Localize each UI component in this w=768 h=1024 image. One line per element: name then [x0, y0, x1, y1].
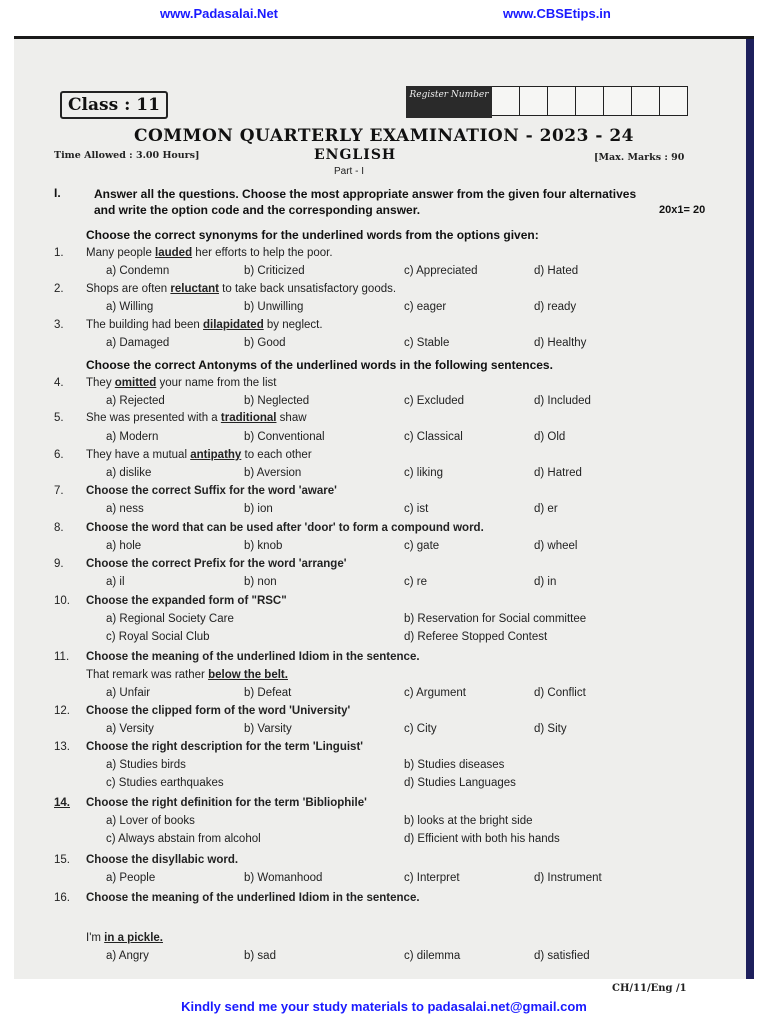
answer-option: d) Included — [534, 395, 591, 407]
antonyms-instruction: Choose the correct Antonyms of the underlined words in the following sentences. — [86, 358, 553, 372]
question-text-pre: Shops are often — [86, 283, 171, 295]
register-cell — [660, 86, 688, 116]
answer-option: d) Old — [534, 431, 566, 443]
register-cell — [604, 86, 632, 116]
question-text — [86, 377, 276, 389]
answer-option: c) liking — [404, 467, 443, 479]
answer-option: d) Hatred — [534, 467, 582, 479]
answer-option: a) Rejected — [106, 395, 165, 407]
answer-option: a) Studies birds — [106, 759, 186, 771]
answer-option: c) Studies earthquakes — [106, 777, 224, 789]
question-text-post: her efforts to help the poor. — [192, 247, 333, 259]
question-number: 12. — [54, 705, 70, 717]
register-cell — [576, 86, 604, 116]
idiom-sentence-text — [86, 932, 163, 944]
answer-option: b) sad — [244, 950, 276, 962]
question-text: Choose the correct Prefix for the word 'arrange' — [86, 558, 347, 570]
part-label: Part - I — [334, 166, 365, 177]
question-text — [86, 412, 307, 424]
answer-option: c) dilemma — [404, 950, 461, 962]
underlined-idiom: below the belt. — [208, 669, 288, 681]
page-code: CH/11/Eng /1 — [612, 983, 687, 994]
register-label: Register Number — [406, 86, 492, 118]
question-number: 9. — [54, 558, 64, 570]
question-number: 13. — [54, 741, 70, 753]
answer-option: b) knob — [244, 540, 283, 552]
answer-option: d) Healthy — [534, 337, 587, 349]
answer-option: a) hole — [106, 540, 142, 552]
synonyms-instruction: Choose the correct synonyms for the underlined words from the options given: — [86, 228, 539, 242]
underlined-word: reluctant — [170, 283, 219, 295]
answer-option: b) Good — [244, 337, 286, 349]
sentence-pre: That remark was rather — [86, 669, 209, 681]
answer-option: c) re — [404, 576, 427, 588]
question-number: 7. — [54, 485, 64, 497]
answer-option: a) People — [106, 872, 156, 884]
answer-option: d) wheel — [534, 540, 578, 552]
answer-option: b) ion — [244, 503, 273, 515]
question-text — [86, 247, 333, 259]
answer-option: a) Versity — [106, 723, 154, 735]
question-text-post: to each other — [241, 449, 312, 461]
register-number-box — [406, 86, 688, 118]
question-text — [86, 449, 312, 461]
question-text: Choose the right definition for the term 'Bibliophile' — [86, 797, 367, 809]
question-text: Choose the disyllabic word. — [86, 854, 239, 866]
answer-option: b) non — [244, 576, 277, 588]
question-text-post: your name from the list — [156, 377, 277, 389]
question-text-post: to take back unsatisfactory goods. — [218, 283, 397, 295]
answer-option: c) eager — [404, 301, 447, 313]
question-number: 1. — [54, 247, 64, 259]
question-number: 11. — [54, 651, 70, 663]
answer-option: d) Hated — [534, 265, 579, 277]
question-text — [86, 319, 323, 331]
section-marks: 20x1= 20 — [659, 204, 706, 216]
question-text: Choose the correct Suffix for the word 'aware' — [86, 485, 337, 497]
sentence-pre: I'm — [86, 932, 105, 944]
answer-option: a) dislike — [106, 467, 152, 479]
answer-option: c) Stable — [404, 337, 450, 349]
idiom-sentence-text — [86, 669, 288, 681]
question-text: Choose the clipped form of the word 'University' — [86, 705, 351, 717]
question-number: 5. — [54, 412, 64, 424]
underlined-word: dilapidated — [203, 319, 264, 331]
answer-option: d) Referee Stopped Contest — [404, 631, 548, 643]
question-text-pre: They have a mutual — [86, 449, 191, 461]
answer-option: c) Excluded — [404, 395, 465, 407]
question-number: 2. — [54, 283, 64, 295]
answer-option: d) er — [534, 503, 558, 515]
question-text-pre: Many people — [86, 247, 156, 259]
answer-option: b) Neglected — [244, 395, 310, 407]
answer-option: b) Varsity — [244, 723, 292, 735]
answer-option: d) Studies Languages — [404, 777, 516, 789]
answer-option: a) Angry — [106, 950, 149, 962]
answer-option: c) Argument — [404, 687, 466, 699]
underlined-word: omitted — [114, 377, 157, 389]
question-text — [86, 283, 396, 295]
paper-edge — [746, 39, 754, 979]
answer-option: d) Sity — [534, 723, 567, 735]
answer-option: a) Modern — [106, 431, 159, 443]
section-number: I. — [54, 186, 61, 200]
question-text-post: by neglect. — [263, 319, 323, 331]
answer-option: d) in — [534, 576, 557, 588]
class-label: Class : 11 — [60, 91, 168, 119]
footer-note: Kindly send me your study materials to padasalai.net@gmail.com — [181, 999, 587, 1014]
answer-option: a) Damaged — [106, 337, 170, 349]
answer-option: c) gate — [404, 540, 440, 552]
answer-option: b) looks at the bright side — [404, 815, 533, 827]
answer-option: d) Efficient with both his hands — [404, 833, 560, 845]
answer-option: a) ness — [106, 503, 144, 515]
underlined-word: antipathy — [190, 449, 242, 461]
register-cell — [632, 86, 660, 116]
question-number: 15. — [54, 854, 70, 866]
question-text: Choose the word that can be used after 'door' to form a compound word. — [86, 522, 484, 534]
answer-option: d) Conflict — [534, 687, 586, 699]
subject-title: ENGLISH — [314, 147, 397, 163]
answer-option: b) Reservation for Social committee — [404, 613, 587, 625]
question-text-post: shaw — [276, 412, 307, 424]
question-text-pre: The building had been — [86, 319, 204, 331]
answer-option: d) Instrument — [534, 872, 602, 884]
answer-option: c) ist — [404, 503, 429, 515]
answer-option: d) satisfied — [534, 950, 590, 962]
exam-title: COMMON QUARTERLY EXAMINATION - 2023 - 24 — [133, 126, 635, 146]
answer-option: b) Studies diseases — [404, 759, 505, 771]
answer-option: c) City — [404, 723, 437, 735]
register-cell — [492, 86, 520, 116]
question-number: 3. — [54, 319, 64, 331]
question-number: 6. — [54, 449, 64, 461]
answer-option: a) Unfair — [106, 687, 151, 699]
answer-option: b) Womanhood — [244, 872, 323, 884]
question-number: 10. — [54, 595, 70, 607]
register-cell — [520, 86, 548, 116]
answer-option: c) Appreciated — [404, 265, 478, 277]
answer-option: c) Classical — [404, 431, 463, 443]
answer-option: a) il — [106, 576, 125, 588]
question-text: Choose the meaning of the underlined Idiom in the sentence. — [86, 651, 420, 663]
answer-option: a) Condemn — [106, 265, 170, 277]
underlined-word: lauded — [155, 247, 193, 259]
underlined-idiom: in a pickle. — [104, 932, 163, 944]
answer-option: b) Aversion — [244, 467, 302, 479]
exam-paper — [14, 36, 754, 994]
question-text: Choose the meaning of the underlined Idiom in the sentence. — [86, 892, 420, 904]
answer-option: c) Interpret — [404, 872, 460, 884]
question-number: 14. — [54, 797, 70, 809]
answer-option: b) Unwilling — [244, 301, 304, 313]
answer-option: a) Regional Society Care — [106, 613, 234, 625]
question-text-pre: They — [86, 377, 115, 389]
section-text: Answer all the questions. Choose the most appropriate answer from the given four alternatives and write the option code and the corresponding answer. — [94, 187, 637, 217]
question-text-pre: She was presented with a — [86, 412, 221, 424]
answer-option: d) ready — [534, 301, 577, 313]
answer-option: c) Royal Social Club — [106, 631, 210, 643]
register-cell — [548, 86, 576, 116]
question-number: 4. — [54, 377, 64, 389]
time-allowed: Time Allowed : 3.00 Hours] — [54, 150, 200, 161]
question-text: Choose the expanded form of "RSC" — [86, 595, 287, 607]
question-number: 16. — [54, 892, 70, 904]
underlined-word: traditional — [220, 412, 277, 424]
answer-option: c) Always abstain from alcohol — [106, 833, 261, 845]
question-text: Choose the right description for the term 'Linguist' — [86, 741, 364, 753]
answer-option: b) Conventional — [244, 431, 325, 443]
max-marks: [Max. Marks : 90 — [594, 152, 685, 163]
answer-option: a) Lover of books — [106, 815, 195, 827]
answer-option: a) Willing — [106, 301, 154, 313]
padasalai-link[interactable]: www.Padasalai.Net — [160, 6, 279, 21]
answer-option: b) Defeat — [244, 687, 292, 699]
question-number: 8. — [54, 522, 64, 534]
cbsetips-link[interactable]: www.CBSEtips.in — [503, 6, 611, 21]
answer-option: b) Criticized — [244, 265, 305, 277]
